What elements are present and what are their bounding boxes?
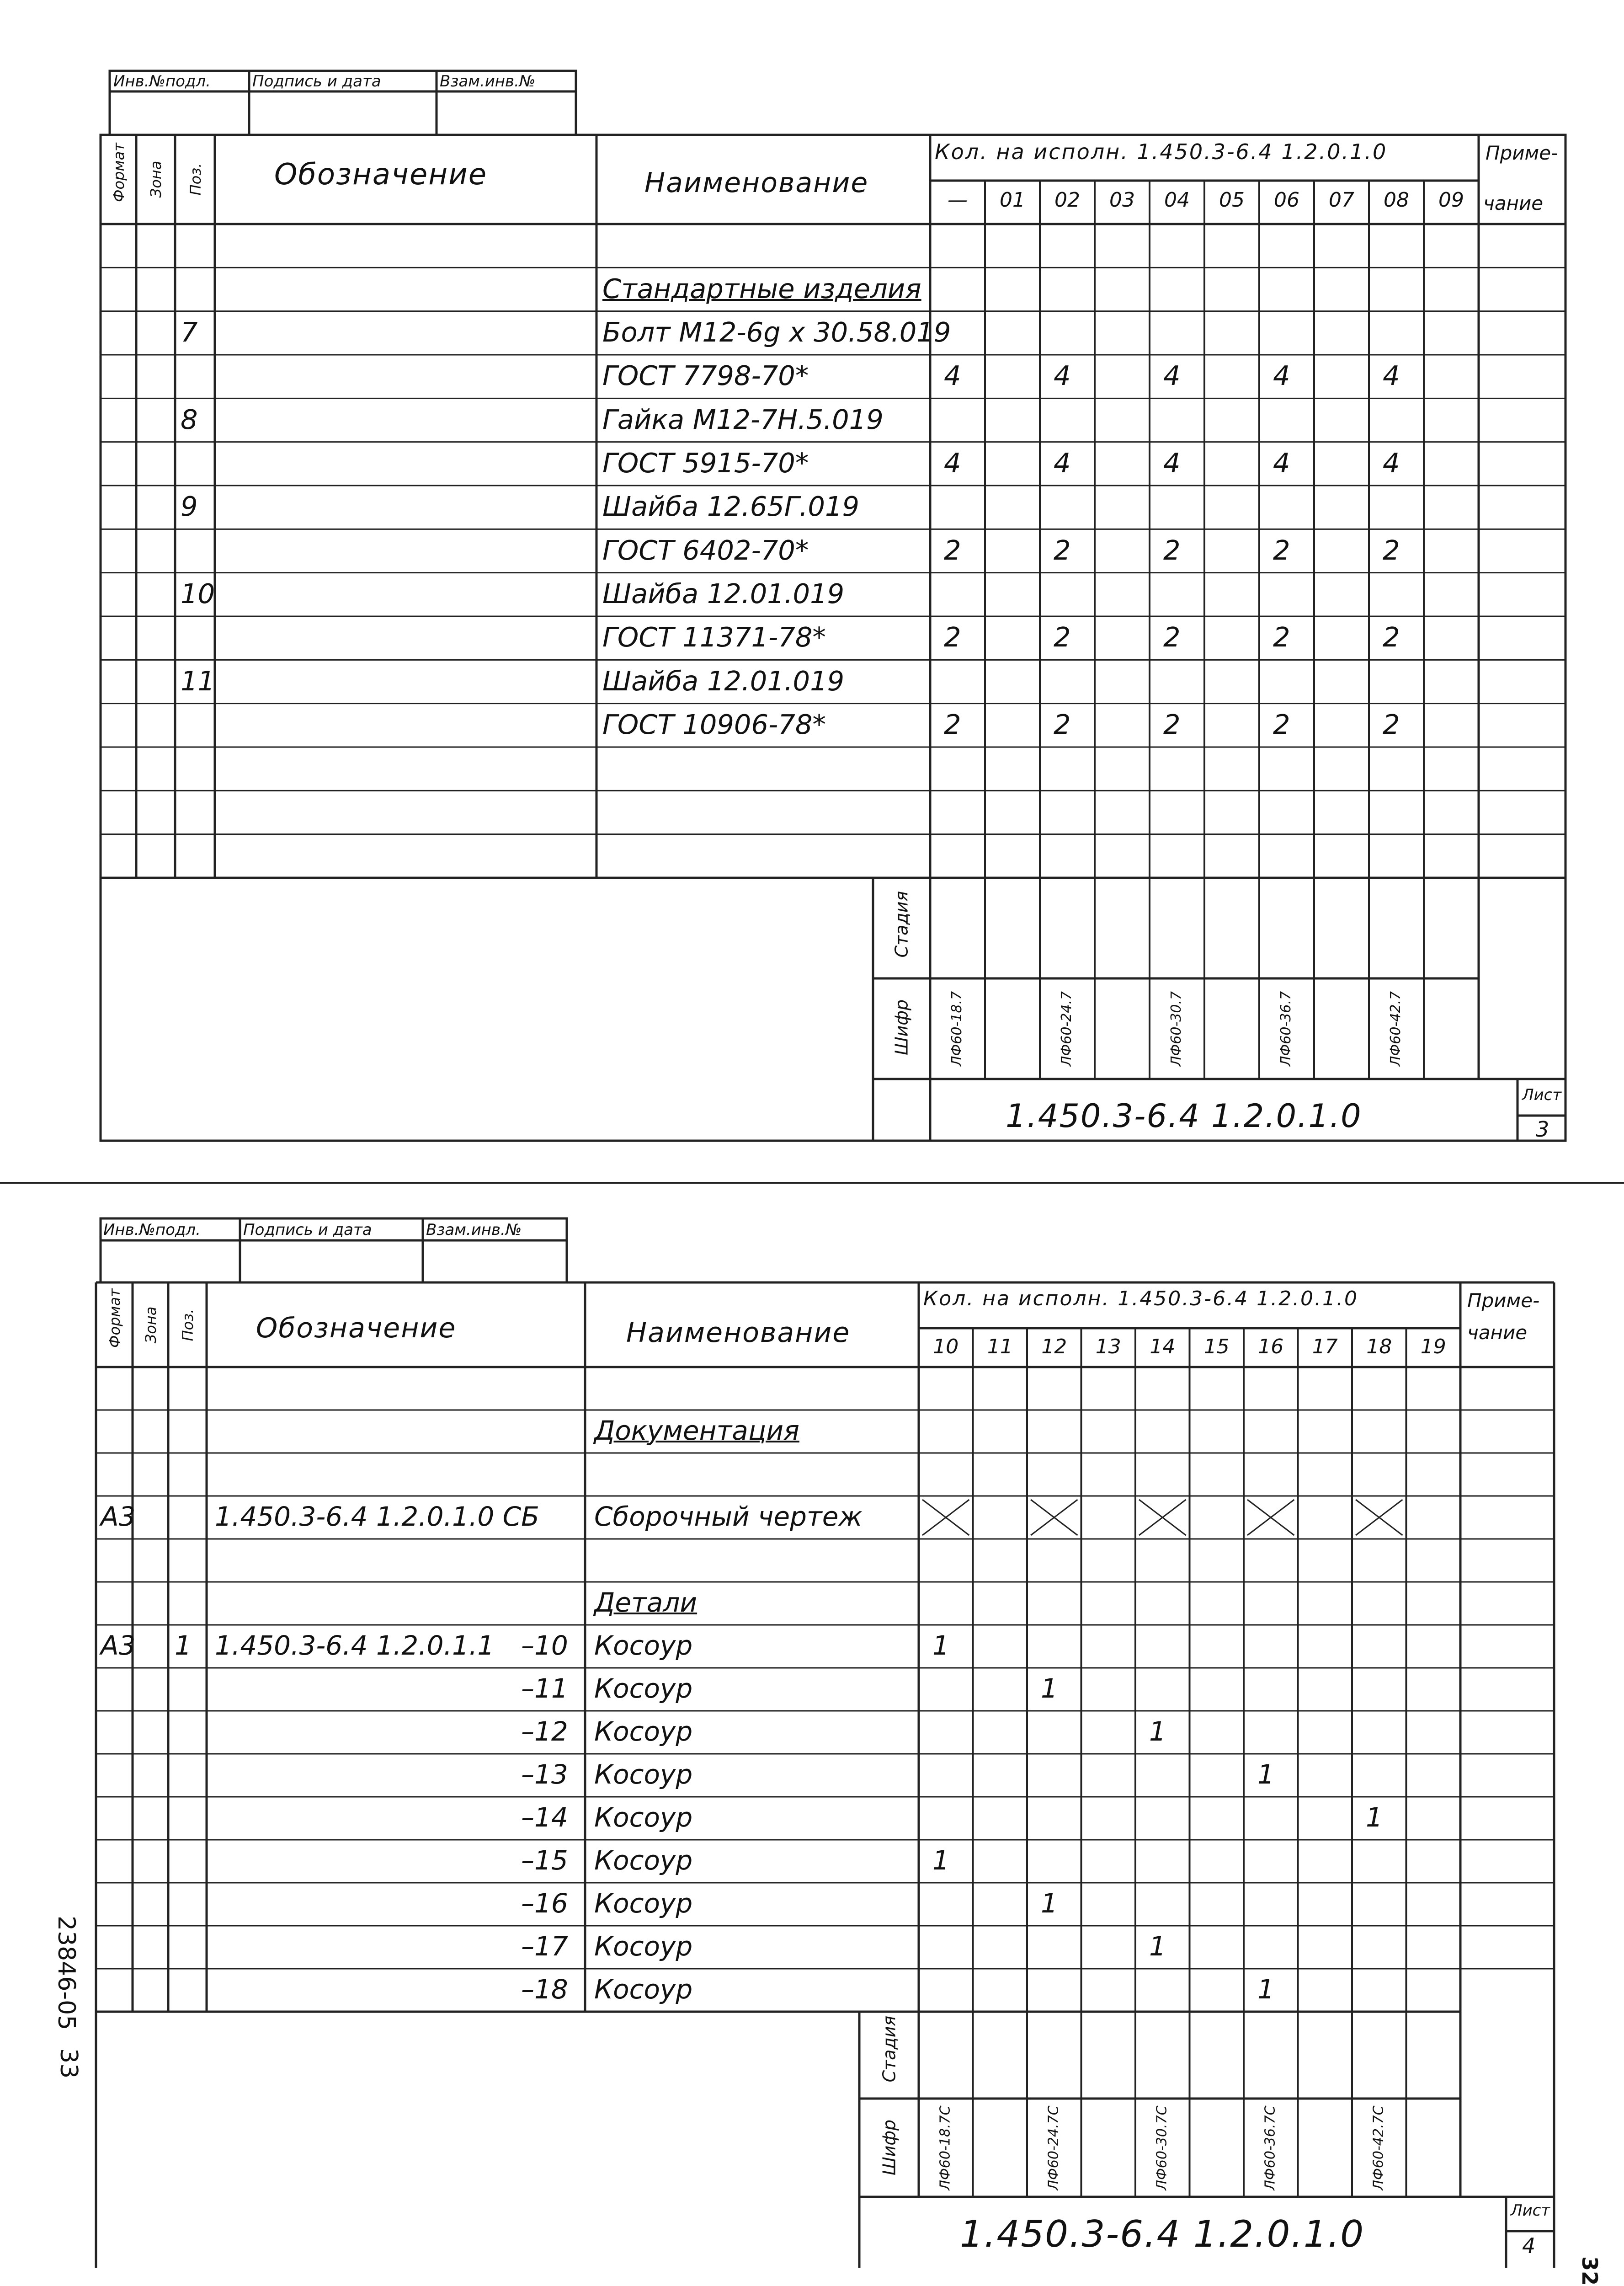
quantity-cell: 4 [944, 360, 961, 392]
quantity-cell: 4 [1383, 360, 1400, 392]
sheet-label-2: Лист [1511, 2201, 1550, 2220]
cipher-value: ЛФ60-24.7 [1059, 991, 1075, 1067]
qty-column-header: 06 [1274, 188, 1299, 212]
cipher-label-2: Шифр [879, 2120, 900, 2175]
inv-no-label: Инв.№подл. [113, 72, 211, 91]
row-designation-suffix: –16 [521, 1888, 568, 1919]
qty-column-header: 16 [1258, 1335, 1284, 1358]
cross-mark [922, 1500, 969, 1535]
qty-column-header: — [948, 188, 968, 212]
qty-column-header: 18 [1366, 1335, 1392, 1358]
quantity-cell: 2 [1273, 621, 1290, 653]
quantity-cell: 2 [1383, 709, 1400, 741]
row-designation-suffix: –11 [521, 1673, 568, 1704]
row-designation-suffix: –17 [521, 1931, 568, 1962]
qty-header-2: Кол. на исполн. 1.450.3-6.4 1.2.0.1.0 [923, 1287, 1359, 1310]
replacement-inv-label-2: Взам.инв.№ [426, 1221, 522, 1239]
quantity-cell: 2 [1273, 709, 1290, 741]
cross-mark [1356, 1500, 1403, 1535]
row-name: Косоур [594, 1845, 693, 1876]
row-name: ГОСТ 6402-70* [602, 534, 809, 566]
cipher-value: ЛФ60-42.7С [1370, 2105, 1387, 2190]
name-header-2: Наименование [626, 1317, 851, 1349]
quantity-cell: 4 [944, 447, 961, 479]
quantity-cell: 4 [1054, 360, 1071, 392]
quantity-cell: 2 [1163, 709, 1181, 741]
row-position: 8 [181, 403, 198, 435]
row-position: 10 [181, 578, 215, 610]
quantity-cell: 2 [1054, 534, 1071, 566]
quantity-cell: 1 [1366, 1802, 1383, 1833]
quantity-cell: 2 [1054, 621, 1071, 653]
pos-header: Поз. [187, 163, 204, 196]
row-name: Косоур [594, 1673, 693, 1704]
sheet-divider [0, 1182, 1624, 1184]
qty-column-header: 19 [1420, 1335, 1446, 1358]
row-name: Детали [594, 1587, 698, 1618]
cipher-value: ЛФ60-30.7 [1168, 991, 1184, 1067]
row-name: ГОСТ 10906-78* [602, 709, 826, 741]
row-designation-suffix: –10 [521, 1630, 568, 1661]
quantity-cell: 2 [944, 534, 961, 566]
row-name: Документация [594, 1415, 799, 1447]
quantity-cell: 1 [932, 1630, 949, 1661]
quantity-cell: 2 [1163, 534, 1181, 566]
row-name: Шайба 12.01.019 [602, 665, 845, 697]
quantity-cell: 4 [1383, 447, 1400, 479]
format-header: Формат [110, 143, 128, 202]
row-designation-suffix: –18 [521, 1974, 568, 2005]
inv-no-label-2: Инв.№подл. [103, 1221, 201, 1239]
qty-column-header: 14 [1150, 1335, 1176, 1358]
row-name: Сборочный чертеж [594, 1501, 863, 1533]
cipher-label: Шифр [891, 999, 912, 1055]
row-name: Шайба 12.01.019 [602, 578, 845, 610]
cipher-value: ЛФ60-42.7 [1388, 991, 1404, 1067]
designation-header-2: Обозначение [256, 1312, 457, 1344]
quantity-cell: 2 [944, 709, 961, 741]
corner-page-number: 32 [1577, 2256, 1602, 2286]
cipher-value: ЛФ60-24.7С [1045, 2105, 1062, 2190]
qty-column-header: 07 [1329, 188, 1354, 212]
cipher-value: ЛФ60-36.7 [1278, 991, 1294, 1067]
designation-header: Обозначение [274, 158, 488, 192]
qty-column-header: 04 [1164, 188, 1190, 212]
row-name: Косоур [594, 1716, 693, 1747]
row-format: А3 [101, 1501, 136, 1533]
row-designation-suffix: –12 [521, 1716, 568, 1747]
margin-page-number: 33 [55, 2048, 82, 2079]
cipher-value: ЛФ60-18.7 [949, 991, 965, 1067]
sheet-number: 3 [1536, 1117, 1549, 1142]
row-format: А3 [101, 1630, 136, 1661]
sheet-number-2: 4 [1522, 2233, 1536, 2258]
quantity-cell: 1 [932, 1845, 949, 1876]
row-position: 1 [175, 1630, 192, 1661]
quantity-cell: 4 [1054, 447, 1071, 479]
row-name: ГОСТ 11371-78* [602, 621, 826, 653]
qty-column-header: 09 [1438, 188, 1464, 212]
qty-column-header: 10 [933, 1335, 959, 1358]
note-header-1: Приме- [1486, 142, 1558, 164]
row-position: 9 [181, 491, 198, 523]
row-name: Косоур [594, 1931, 693, 1962]
quantity-cell: 4 [1163, 360, 1181, 392]
quantity-cell: 2 [944, 621, 961, 653]
cross-mark [1031, 1500, 1078, 1535]
row-name: Косоур [594, 1888, 693, 1919]
row-name: ГОСТ 7798-70* [602, 360, 809, 392]
stage-label-2: Стадия [879, 2015, 900, 2083]
row-name: Косоур [594, 1802, 693, 1833]
qty-column-header: 17 [1312, 1335, 1338, 1358]
row-position: 11 [181, 665, 215, 697]
row-name: Стандартные изделия [602, 272, 921, 304]
quantity-cell: 2 [1163, 621, 1181, 653]
replacement-inv-label: Взам.инв.№ [440, 72, 536, 91]
quantity-cell: 1 [1149, 1931, 1166, 1962]
row-designation-suffix: –15 [521, 1845, 568, 1876]
pos-header-2: Поз. [179, 1309, 197, 1341]
qty-column-header: 15 [1203, 1335, 1230, 1358]
document-code-2: 1.450.3-6.4 1.2.0.1.0 [960, 2213, 1365, 2255]
note-header-2: чание [1483, 192, 1544, 214]
cross-mark [1139, 1500, 1186, 1535]
row-position: 7 [181, 316, 198, 348]
cipher-value: ЛФ60-30.7С [1154, 2105, 1170, 2190]
row-designation: 1.450.3-6.4 1.2.0.1.0 СБ [215, 1501, 539, 1533]
row-name: Косоур [594, 1974, 693, 2005]
quantity-cell: 2 [1383, 534, 1400, 566]
note-header-2b: чание [1467, 1321, 1528, 1344]
qty-column-header: 01 [1000, 188, 1025, 212]
quantity-cell: 4 [1273, 360, 1290, 392]
quantity-cell: 1 [1257, 1974, 1274, 2005]
quantity-cell: 2 [1383, 621, 1400, 653]
quantity-cell: 4 [1273, 447, 1290, 479]
row-designation-suffix: –14 [521, 1802, 568, 1833]
cross-mark [1247, 1500, 1294, 1535]
stage-label: Стадия [891, 891, 912, 958]
row-designation: 1.450.3-6.4 1.2.0.1.1 [215, 1630, 495, 1661]
cross-mark [922, 1500, 969, 1535]
quantity-cell: 4 [1163, 447, 1181, 479]
quantity-cell: 1 [1041, 1673, 1058, 1704]
quantity-cell: 1 [1041, 1888, 1058, 1919]
qty-column-header: 13 [1095, 1335, 1121, 1358]
row-name: Косоур [594, 1630, 693, 1661]
qty-column-header: 03 [1109, 188, 1135, 212]
qty-column-header: 02 [1054, 188, 1080, 212]
note-header-1b: Приме- [1467, 1289, 1540, 1312]
signature-date-label-2: Подпись и дата [243, 1221, 372, 1239]
cross-mark [1356, 1500, 1403, 1535]
quantity-cell: 1 [1149, 1716, 1166, 1747]
margin-archive-number: 23846-05 [53, 1916, 80, 2030]
format-header-2: Формат [106, 1288, 123, 1348]
row-name: ГОСТ 5915-70* [602, 447, 809, 479]
cipher-value: ЛФ60-36.7С [1262, 2105, 1278, 2190]
cross-mark [1139, 1500, 1186, 1535]
row-designation-suffix: –13 [521, 1759, 568, 1790]
row-name: Косоур [594, 1759, 693, 1790]
qty-column-header: 05 [1219, 188, 1245, 212]
row-name: Болт М12-6g x 30.58.019 [602, 316, 951, 348]
quantity-cell: 2 [1273, 534, 1290, 566]
qty-column-header: 12 [1041, 1335, 1067, 1358]
zone-header: Зона [147, 160, 165, 198]
qty-column-header: 08 [1384, 188, 1409, 212]
name-header: Наименование [644, 167, 869, 199]
qty-column-header: 11 [987, 1335, 1013, 1358]
cross-mark [1031, 1500, 1078, 1535]
quantity-cell: 2 [1054, 709, 1071, 741]
row-name: Гайка М12-7Н.5.019 [602, 403, 884, 435]
qty-header: Кол. на исполн. 1.450.3-6.4 1.2.0.1.0 [935, 139, 1388, 164]
cross-mark [1247, 1500, 1294, 1535]
document-code: 1.450.3-6.4 1.2.0.1.0 [1006, 1097, 1362, 1135]
cipher-value: ЛФ60-18.7С [937, 2105, 953, 2190]
row-name: Шайба 12.65Г.019 [602, 491, 860, 523]
signature-date-label: Подпись и дата [252, 72, 381, 91]
sheet-label: Лист [1522, 1086, 1562, 1104]
zone-header-2: Зона [142, 1306, 160, 1344]
quantity-cell: 1 [1257, 1759, 1274, 1790]
